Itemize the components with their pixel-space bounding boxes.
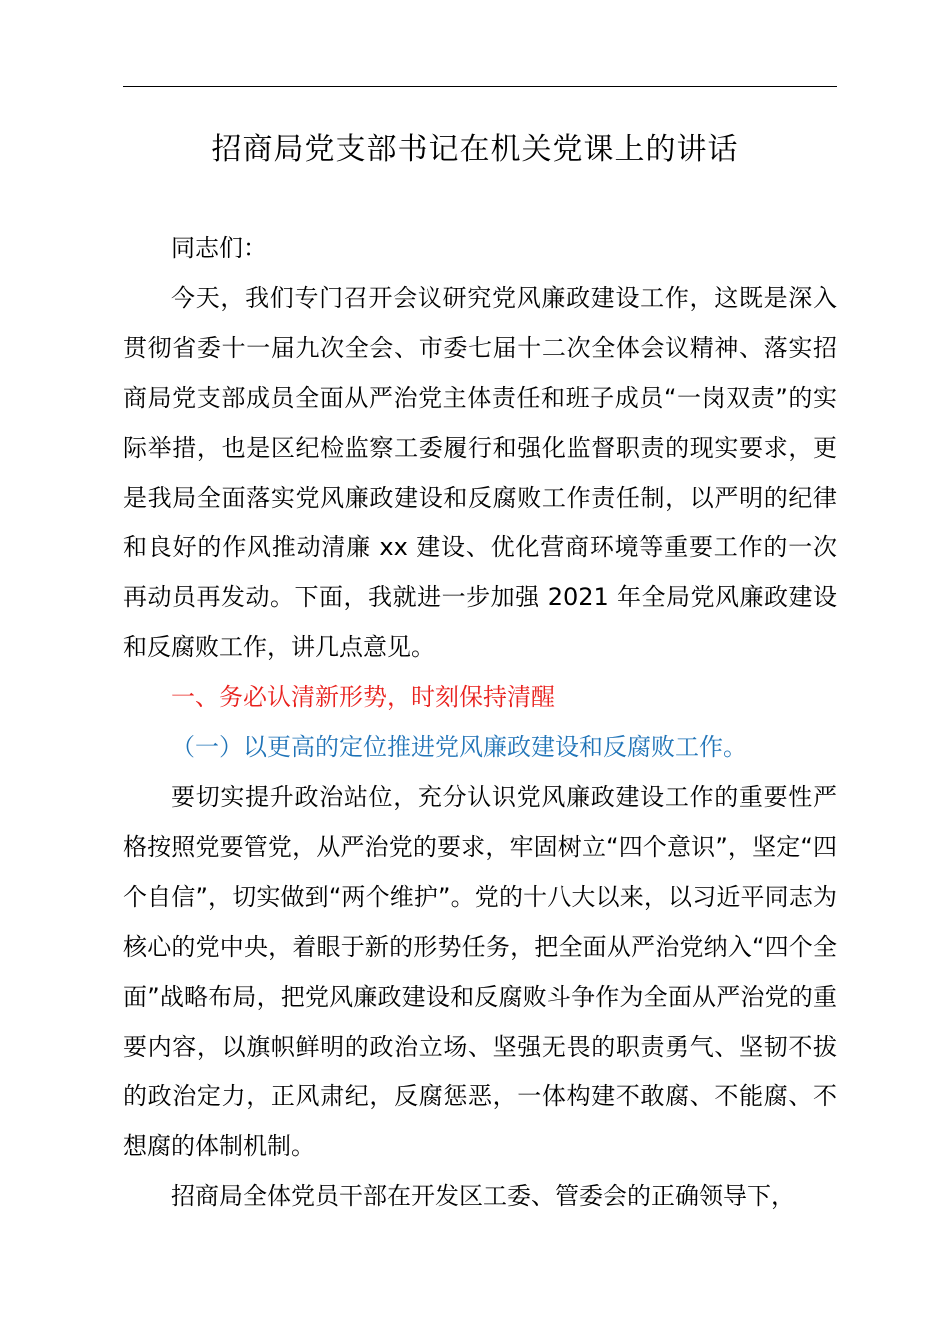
- subsection-heading: （一）以更高的定位推进党风廉政建设和反腐败工作。: [171, 733, 747, 762]
- header-rule: [123, 86, 837, 87]
- subsection-paragraph-1: 要切实提升政治站位，充分认识党风廉政建设工作的重要性严格按照党要管党，从严治党的要求，牢固树立“四个意识”，坚定“四个自信”，切实做到“两个维护”。党的十八大以来，以习近平同志为核心的党中央，着眼于新的形势任务，把全面从严治党纳入“四个全面”战略布局，把党风廉政建设和反腐败斗争作为全面从严治党的重要内容，以旗帜鲜明的政治立场、坚强无畏的职责勇气、坚韧不拔的政治定力，正风肃纪，反腐惩恶，一体构建不敢腐、不能腐、不想腐的体制机制。: [123, 782, 837, 1161]
- opening-paragraph: 今天，我们专门召开会议研究党风廉政建设工作，这既是深入贯彻省委十一届九次全会、市委七届十二次全体会议精神、落实招商局党支部成员全面从严治党主体责任和班子成员“一岗双责”的实际举措，也是区纪检监察工委履行和强化监督职责的现实要求，更是我局全面落实党风廉政建设和反腐败工作责任制，以严明的纪律和良好的作风推动清廉 xx 建设、优化营商环境等重要工作的一次再动员再发动。下面，我就进一步加强 2021 年全局党风廉政建设和反腐败工作，讲几点意见。: [123, 283, 837, 662]
- subsection-paragraph-2: 招商局全体党员干部在开发区工委、管委会的正确领导下，: [171, 1182, 795, 1211]
- salutation: 同志们：: [171, 234, 267, 262]
- document-title: 招商局党支部书记在机关党课上的讲话: [211, 132, 739, 167]
- document-body: [123, 224, 837, 1222]
- section-heading: 一、务必认清新形势，时刻保持清醒: [171, 683, 555, 712]
